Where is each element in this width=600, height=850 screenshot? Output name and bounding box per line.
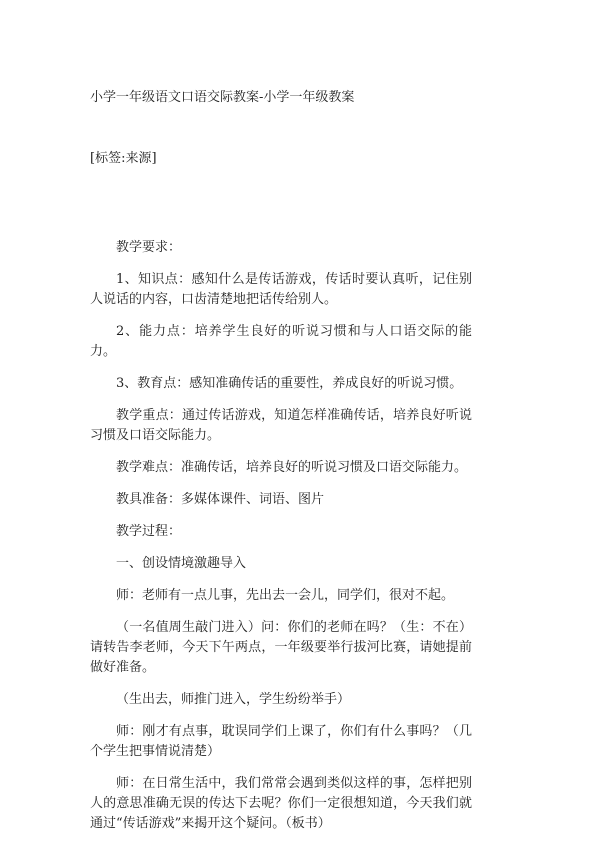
paragraph-knowledge-point: 1、知识点：感知什么是传话游戏，传话时要认真听，记住别人说话的内容，口齿清楚地把话传给别人。 [90,272,472,307]
paragraph-ability-point: 2、能力点：培养学生良好的听说习惯和与人口语交际的能力。 [90,324,472,359]
paragraph-teacher-leaves: 师：老师有一点儿事，先出去一会儿，同学们，很对不起。 [116,588,455,603]
paragraph-teaching-aids: 教具准备：多媒体课件、词语、图片 [116,492,325,507]
source-tag: [标签:来源] [90,151,157,166]
paragraph-section-one: 一、创设情境激趣导入 [116,556,247,571]
paragraph-teacher-asks: 师：刚才有点事，耽误同学们上课了，你们有什么事吗？（几个学生把事情说清楚） [90,724,472,759]
paragraph-difficult-point: 教学难点：准确传话，培养良好的听说习惯及口语交际能力。 [116,460,468,475]
paragraph-key-point: 教学重点：通过传话游戏，知道怎样准确传话，培养良好听说习惯及口语交际能力。 [90,408,472,443]
document-title: 小学一年级语文口语交际教案-小学一年级教案 [90,90,355,105]
document-body [90,238,472,846]
paragraph-student-message: （一名值周生敲门进入）问：你们的老师在吗？（生：不在）请转告李老师，今天下午两点，一年级要举行拔河比赛，请她提前做好准备。 [90,620,472,675]
paragraph-education-point: 3、教育点：感知准确传话的重要性，养成良好的听说习惯。 [116,376,463,391]
paragraph-introduce-game: 师：在日常生活中，我们常常会遇到类似这样的事，怎样把别人的意思准确无误的传达下去呢？你们一定很想知道，今天我们就通过“传话游戏”来揭开这个疑问。（板书） [90,776,472,831]
paragraph-teaching-process: 教学过程： [116,524,182,539]
paragraph-teacher-returns: （生出去，师推门进入，学生纷纷举手） [116,692,351,707]
paragraph-teaching-requirements: 教学要求： [116,240,182,255]
